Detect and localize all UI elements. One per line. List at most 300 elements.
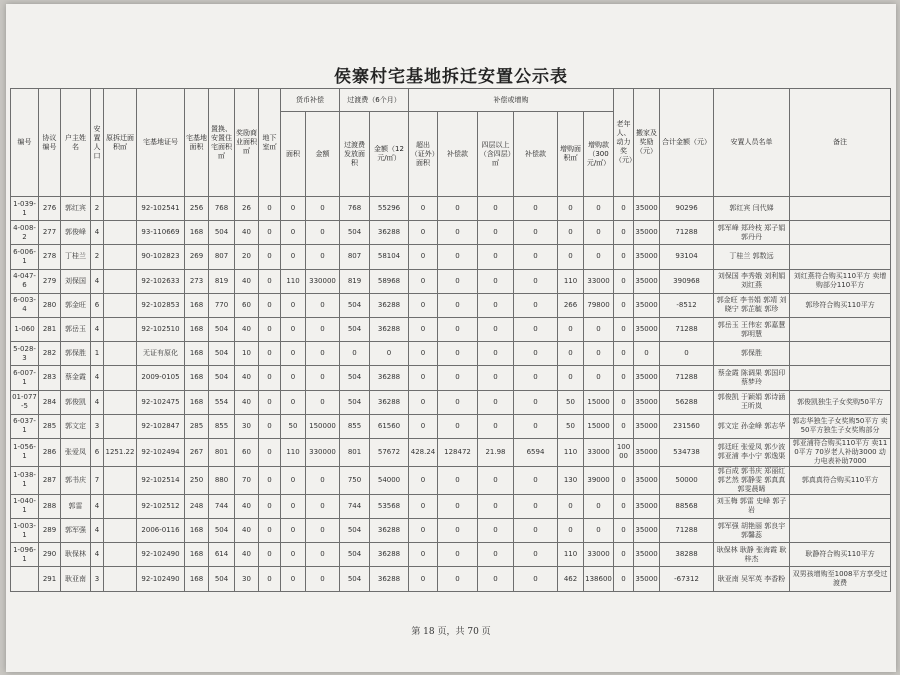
table-cell: 273 [185,269,209,293]
table-cell: 280 [39,293,61,317]
table-cell: 0 [558,317,584,341]
table-cell: 0 [584,366,614,390]
table-cell: 819 [340,269,370,293]
table-cell: 231560 [660,414,714,438]
table-cell: 504 [209,519,235,543]
table-cell: 256 [185,197,209,221]
table-cell: 819 [209,269,235,293]
table-cell: 0 [614,494,634,518]
col-header-guodu-jine: 金额（12元/㎡） [370,112,409,197]
table-cell: 267 [185,438,209,466]
table-cell: 0 [306,366,340,390]
table-cell: 1-060 [11,317,39,341]
table-cell: 93104 [660,245,714,269]
table-cell: 郭俊凯 [61,390,91,414]
table-cell: 郭百成 郭书庆 郑丽红 郭艺然 郭静雯 郭真真 郭雯晨晞 [714,466,790,494]
table-cell: 0 [409,567,438,591]
table-cell: 0 [614,390,634,414]
col-header-huobi-jine: 金额 [306,112,340,197]
table-cell: 0 [614,197,634,221]
table-cell: 92-102853 [137,293,185,317]
table-cell [104,390,137,414]
table-row [11,342,891,366]
table-cell: 0 [281,543,306,567]
table-cell: 郭保胜 [714,342,790,366]
table-cell: 0 [478,221,514,245]
table-cell: 0 [514,414,558,438]
table-cell: 10000 [614,438,634,466]
table-cell: 0 [409,293,438,317]
table-cell: 504 [209,342,235,366]
table-cell: 168 [185,567,209,591]
table-cell: 6594 [514,438,558,466]
table-cell: 269 [185,245,209,269]
table-cell: 0 [438,567,478,591]
col-header-renyuan: 安置人员名单 [714,89,790,197]
table-cell: 92-102490 [137,543,185,567]
table-cell: 26 [235,197,259,221]
table-cell: 71288 [660,317,714,341]
col-header-zhihuan: 置换、安置住宅面积㎡ [209,89,235,197]
table-cell: 0 [438,543,478,567]
table-cell: 1 [91,342,104,366]
table-cell: 0 [558,245,584,269]
table-cell: 0 [306,197,340,221]
table-cell: 0 [478,317,514,341]
table-cell: 0 [409,390,438,414]
col-header-jiangli: 奖励商业面积㎡ [235,89,259,197]
col-header-heji: 合计金额（元） [660,89,714,197]
table-cell: 0 [478,519,514,543]
table-cell: 双男孩增购至1008平方享受过渡费 [790,567,891,591]
table-cell: 770 [209,293,235,317]
table-cell: 6-003-4 [11,293,39,317]
table-cell: 0 [281,519,306,543]
table-cell: 0 [614,414,634,438]
table-cell: 2 [91,245,104,269]
table-cell: 刘红燕符合购买110平方 卖增购部分110平方 [790,269,891,293]
table-cell: 0 [306,245,340,269]
table-cell: 0 [438,390,478,414]
table-cell: 郭保胜 [61,342,91,366]
table-cell: 4 [91,221,104,245]
table-cell: 290 [39,543,61,567]
table-cell: 0 [514,317,558,341]
table-cell: 0 [306,519,340,543]
table-cell: 郭志华独生子女奖购50平方 卖50平方独生子女奖购部分 [790,414,891,438]
table-cell: 1-040-1 [11,494,39,518]
table-cell: 4 [91,519,104,543]
col-header-guodu-mianji: 过渡费发放面积 [340,112,370,197]
table-cell: 20 [235,245,259,269]
table-cell: 168 [185,317,209,341]
table-cell: 0 [281,466,306,494]
table-cell: 0 [478,197,514,221]
table-cell: 1-038-1 [11,466,39,494]
table-cell: 0 [584,221,614,245]
table-cell: 0 [558,366,584,390]
table-cell: 0 [281,317,306,341]
table-cell: 耿保林 [61,543,91,567]
table-cell: 110 [281,269,306,293]
table-cell: 92-102633 [137,269,185,293]
table-cell: 35000 [634,293,660,317]
table-row [11,414,891,438]
table-cell: 92-102490 [137,567,185,591]
table-cell: 0 [306,342,340,366]
table-cell: 36288 [370,366,409,390]
table-cell: 250 [185,466,209,494]
table-cell: 郭廷旺 张爱凤 郭少波 郭亚浦 李小宁 郭逸渠 [714,438,790,466]
table-cell: 0 [478,342,514,366]
table-row [11,519,891,543]
table-cell: 35000 [634,221,660,245]
table-cell [790,494,891,518]
table-cell: 1-039-1 [11,197,39,221]
table-cell: 0 [478,245,514,269]
table-cell: 郭军强 [61,519,91,543]
table-cell: 0 [306,543,340,567]
table-cell: 750 [340,466,370,494]
table-cell: 0 [281,342,306,366]
table-cell: 33000 [584,543,614,567]
table-cell: 耿保林 耿静 张海霞 耿梓杰 [714,543,790,567]
table-cell: 0 [514,342,558,366]
table-cell: 90-102823 [137,245,185,269]
table-cell [790,221,891,245]
table-cell: 150000 [306,414,340,438]
table-cell: 284 [39,390,61,414]
table-cell: 35000 [634,494,660,518]
table-cell: 168 [185,342,209,366]
table-cell: 58104 [370,245,409,269]
table-cell: 71288 [660,366,714,390]
table-cell: 0 [370,342,409,366]
table-cell: 282 [39,342,61,366]
table-cell: 0 [614,519,634,543]
table-cell: 1-096-1 [11,543,39,567]
table-cell: 2009-0105 [137,366,185,390]
table-cell: 55296 [370,197,409,221]
table-cell: 0 [558,519,584,543]
table-cell: 33000 [584,438,614,466]
table-cell: 36288 [370,221,409,245]
table-cell: 0 [259,342,281,366]
table-cell: 276 [39,197,61,221]
table-cell: 4 [91,494,104,518]
col-group-huobi: 货币补偿 [281,89,340,112]
col-header-zhaijidi-mianji: 宅基地面积 [185,89,209,197]
table-cell: 0 [514,293,558,317]
table-cell: 50000 [660,466,714,494]
table-cell: 744 [340,494,370,518]
table-cell: 40 [235,390,259,414]
table-cell: 3 [91,414,104,438]
table-cell: 0 [306,390,340,414]
table-row [11,221,891,245]
col-header-buchang-2: 补偿款 [514,112,558,197]
table-cell [104,342,137,366]
table-cell: 289 [39,519,61,543]
table-cell: 35000 [634,390,660,414]
table-cell: 504 [340,543,370,567]
table-cell: 71288 [660,221,714,245]
table-cell: 郭岳玉 王伟宏 郭嘉慧 郭明慧 [714,317,790,341]
table-cell: 郭俊凯独生子女奖购50平方 [790,390,891,414]
page-title: 侯寨村宅基地拆迁安置公示表 [334,67,568,87]
table-row [11,390,891,414]
table-cell: 38288 [660,543,714,567]
table-cell: 0 [438,466,478,494]
table-cell: 266 [558,293,584,317]
announcement-table [10,88,891,592]
table-cell: 0 [259,414,281,438]
table-cell: 92-102494 [137,438,185,466]
table-cell: 0 [614,342,634,366]
table-cell: 0 [584,197,614,221]
table-cell: 蔡金霞 [61,366,91,390]
table-row [11,567,891,591]
table-cell: 0 [614,466,634,494]
table-cell: 40 [235,221,259,245]
table-cell: 0 [409,342,438,366]
table-cell: 0 [259,466,281,494]
table-cell: 0 [478,366,514,390]
table-cell [104,519,137,543]
table-cell: 0 [478,543,514,567]
table-cell: 40 [235,519,259,543]
table-cell: 35000 [634,197,660,221]
table-cell: 0 [634,342,660,366]
table-cell: 0 [514,567,558,591]
table-cell: 郭红宾 [61,197,91,221]
table-cell [104,366,137,390]
table-cell: 35000 [634,567,660,591]
table-cell: 0 [409,221,438,245]
table-cell: -8512 [660,293,714,317]
table-cell: 6 [91,438,104,466]
table-cell: 35000 [634,519,660,543]
table-cell: 801 [340,438,370,466]
table-cell: 0 [558,197,584,221]
table-cell: 283 [39,366,61,390]
table-cell: 53568 [370,494,409,518]
table-cell: 郭亚浦符合购买110平方 卖110平方 70岁老人补助3000 动力电表补助7000 [790,438,891,466]
table-cell: 郭红宾 闫代娣 [714,197,790,221]
table-cell: 0 [281,197,306,221]
table-cell: -67312 [660,567,714,591]
table-cell: 504 [340,317,370,341]
col-header-zenggou-mianji: 增购面积㎡ [558,112,584,197]
table-cell: 35000 [634,317,660,341]
table-cell: 35000 [634,269,660,293]
table-cell: 33000 [584,269,614,293]
table-cell: 0 [340,342,370,366]
col-header-sicengyishang: 四层以上（含四层）㎡ [478,112,514,197]
col-header-laonian: 老年人、动力奖（元） [614,89,634,197]
table-cell: 0 [259,293,281,317]
table-cell: 0 [306,293,340,317]
table-cell: 郭军峰 郑玲枝 郑子娟 郭丹丹 [714,221,790,245]
table-cell: 0 [281,245,306,269]
table-cell: 504 [340,293,370,317]
table-body [11,197,891,592]
table-cell: 0 [281,494,306,518]
table-cell [104,494,137,518]
table-cell: 110 [558,543,584,567]
col-header-anzhi-renkou: 安置人口 [91,89,104,197]
table-cell: 285 [39,414,61,438]
table-cell: 428.24 [409,438,438,466]
table-cell: 0 [409,245,438,269]
table-cell [790,366,891,390]
table-row [11,293,891,317]
table-cell: 0 [660,342,714,366]
table-cell: 4 [91,269,104,293]
table-cell: 60 [235,293,259,317]
table-cell: 0 [259,269,281,293]
table-cell: 168 [185,543,209,567]
table-cell: 0 [281,221,306,245]
table-cell: 0 [478,567,514,591]
table-cell: 0 [409,414,438,438]
table-cell: 168 [185,221,209,245]
col-header-beizhu: 备注 [790,89,891,197]
table-cell: 880 [209,466,235,494]
table-cell: 0 [281,293,306,317]
table-cell: 0 [558,342,584,366]
table-cell: 郭文定 [61,414,91,438]
table-cell: 6-006-1 [11,245,39,269]
table-cell: 285 [185,414,209,438]
table-cell [104,317,137,341]
table-cell: 504 [340,366,370,390]
table-cell: 504 [340,567,370,591]
table-cell: 0 [558,494,584,518]
table-cell: 504 [340,221,370,245]
table-cell: 92-102512 [137,494,185,518]
table-cell: 耿亚南 吴军英 李香粉 [714,567,790,591]
table-row [11,543,891,567]
table-cell: 110 [558,438,584,466]
table-row [11,197,891,221]
table-cell: 郭珍符合购买110平方 [790,293,891,317]
table-cell: 0 [514,390,558,414]
table-cell: 6-037-1 [11,414,39,438]
table-cell: 0 [478,293,514,317]
table-cell: 0 [306,221,340,245]
table-cell: 534738 [660,438,714,466]
table-cell: 0 [438,197,478,221]
table-cell: 35000 [634,438,660,466]
table-cell: 5-028-3 [11,342,39,366]
table-cell: 40 [235,269,259,293]
table-cell: 郭书庆 [61,466,91,494]
table-cell: 54000 [370,466,409,494]
table-cell: 36288 [370,293,409,317]
table-cell: 70 [235,466,259,494]
table-cell: 110 [558,269,584,293]
table-cell: 郭俊峰 [61,221,91,245]
table-cell: 0 [306,466,340,494]
table-cell: 58968 [370,269,409,293]
table-cell: 01-077-5 [11,390,39,414]
table-cell: 0 [438,366,478,390]
table-cell: 21.98 [478,438,514,466]
table-cell: 0 [438,342,478,366]
table-cell: 130 [558,466,584,494]
table-cell: 50 [281,414,306,438]
table-cell [104,221,137,245]
table-cell: 92-102847 [137,414,185,438]
table-cell: 504 [209,317,235,341]
table-cell: 30 [235,414,259,438]
table-cell: 92-102541 [137,197,185,221]
table-cell: 0 [614,567,634,591]
table-cell: 0 [438,221,478,245]
table-cell: 0 [614,245,634,269]
table-cell: 0 [514,494,558,518]
table-cell: 281 [39,317,61,341]
table-cell: 0 [409,466,438,494]
table-cell: 0 [409,366,438,390]
table-cell: 88568 [660,494,714,518]
table-cell: 40 [235,494,259,518]
table-cell [104,466,137,494]
table-cell: 0 [438,293,478,317]
table-cell [104,269,137,293]
table-cell: 郭金旺 李书娟 郭靖 刘晓宁 郭芷毓 郭珍 [714,293,790,317]
table-cell: 288 [39,494,61,518]
table-cell: 40 [235,366,259,390]
table-cell: 0 [584,519,614,543]
table-cell: 6-007-1 [11,366,39,390]
table-cell: 0 [614,269,634,293]
table-cell: 168 [185,293,209,317]
col-header-dixiashi: 地下室㎡ [259,89,281,197]
table-cell: 0 [306,567,340,591]
table-cell: 614 [209,543,235,567]
table-cell: 168 [185,366,209,390]
table-cell: 0 [514,221,558,245]
table-cell: 0 [514,197,558,221]
table-cell: 4 [91,366,104,390]
table-cell: 35000 [634,245,660,269]
table-cell: 286 [39,438,61,466]
table-row [11,269,891,293]
table-cell: 277 [39,221,61,245]
table-cell [104,567,137,591]
table-cell: 36288 [370,390,409,414]
table-cell: 0 [514,543,558,567]
table-cell [790,519,891,543]
table-cell: 4-047-6 [11,269,39,293]
table-cell: 丁桂兰 郭数远 [714,245,790,269]
col-header-huzhu: 户主姓名 [61,89,91,197]
table-cell: 2 [91,197,104,221]
table-cell: 0 [306,494,340,518]
table-cell: 0 [478,414,514,438]
col-group-guodu: 过渡费（6个月） [340,89,409,112]
table-cell: 128472 [438,438,478,466]
table-cell: 0 [259,567,281,591]
table-cell [104,293,137,317]
table-cell: 0 [409,317,438,341]
table-cell: 刘玉梅 郭雷 史峰 郭子岩 [714,494,790,518]
table-cell [104,245,137,269]
table-cell: 279 [39,269,61,293]
table-cell: 0 [409,494,438,518]
